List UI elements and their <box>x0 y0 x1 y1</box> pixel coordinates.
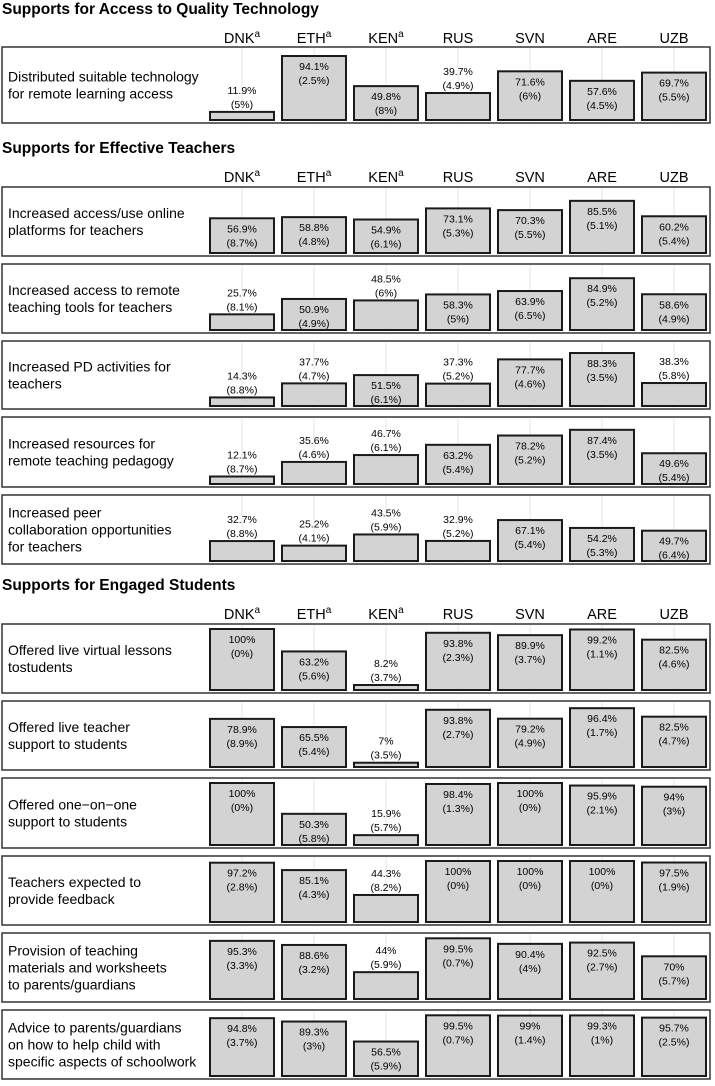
row-label: tostudents <box>8 659 73 675</box>
bar-rus <box>426 541 490 561</box>
country-superscript: a <box>398 168 404 179</box>
se-label: (2.7%) <box>586 961 618 974</box>
section-title: Supports for Access to Quality Technology <box>2 1 319 18</box>
section-title: Supports for Effective Teachers <box>2 140 236 157</box>
value-label: 99.2% <box>587 634 617 647</box>
country-label-ken: KEN$^a$ <box>368 168 404 186</box>
value-label: 56.9% <box>227 223 257 236</box>
bar-uzb <box>642 383 706 406</box>
value-label: 100% <box>444 866 472 878</box>
row-label: Offered live virtual lessons <box>8 642 172 658</box>
bar-eth <box>282 462 346 484</box>
country-label-uzb: UZB <box>659 31 689 47</box>
se-label: (3%) <box>302 1040 326 1053</box>
bar-ken <box>354 763 418 767</box>
value-label: 57.6% <box>587 85 617 98</box>
se-label: (4.1%) <box>298 532 330 545</box>
value-label: 89.3% <box>299 1026 329 1039</box>
se-label: (5.9%) <box>370 959 402 972</box>
value-label: 69.7% <box>659 77 689 90</box>
bar-ken <box>354 835 418 845</box>
se-label: (5%) <box>230 98 254 111</box>
row-label: Increased access to remote <box>8 282 180 298</box>
se-label: (4.7%) <box>298 370 330 383</box>
value-label: 90.4% <box>515 948 545 961</box>
row-label: Increased access/use online <box>8 205 185 221</box>
se-label: (8.7%) <box>226 237 258 250</box>
value-label: 49.8% <box>371 91 401 104</box>
section-3 <box>2 577 710 1079</box>
row-label: support to students <box>8 813 128 830</box>
value-label: 63.9% <box>515 296 545 309</box>
se-label: (5.8%) <box>298 832 330 845</box>
row-panel <box>2 417 710 487</box>
section-2 <box>2 140 710 564</box>
value-label: 44.3% <box>371 867 401 880</box>
se-label: (0%) <box>518 880 542 892</box>
se-label: (0.7%) <box>442 1034 474 1047</box>
row-panel <box>2 856 710 925</box>
bar-rus <box>426 384 490 406</box>
value-label: 94% <box>663 791 685 804</box>
country-label-are: ARE <box>587 31 617 47</box>
bar-dnk <box>210 541 274 561</box>
value-label: 89.9% <box>515 640 545 653</box>
bar-ken <box>354 300 418 330</box>
country-superscript: a <box>254 168 261 179</box>
se-label: (8.1%) <box>226 301 258 314</box>
value-label: 97.2% <box>227 867 257 880</box>
value-label: 38.3% <box>659 356 689 369</box>
row-panel <box>2 187 710 256</box>
se-label: (4.6%) <box>658 658 690 671</box>
bar-eth <box>282 383 346 406</box>
se-label: (2.5%) <box>658 1036 690 1049</box>
row-panel <box>2 341 710 409</box>
se-label: (3.7%) <box>370 671 402 684</box>
value-label: 95.7% <box>659 1022 689 1035</box>
se-label: (5.5%) <box>658 91 690 104</box>
se-label: (5.2%) <box>586 297 618 310</box>
value-label: 100% <box>228 634 256 646</box>
se-label: (0%) <box>590 880 614 892</box>
se-label: (5.2%) <box>442 370 474 383</box>
country-superscript: a <box>325 168 332 179</box>
value-label: 54.9% <box>371 224 401 237</box>
country-superscript: a <box>398 29 404 40</box>
value-label: 99.5% <box>443 943 473 956</box>
se-label: (2.5%) <box>298 75 330 88</box>
value-label: 46.7% <box>371 428 401 441</box>
se-label: (6%) <box>374 287 398 300</box>
se-label: (4.9%) <box>658 313 690 326</box>
se-label: (5%) <box>446 313 470 326</box>
country-label-dnk: DNK$^a$ <box>223 605 261 623</box>
se-label: (5.6%) <box>298 670 330 683</box>
value-label: 70.3% <box>515 215 545 228</box>
se-label: (0%) <box>230 648 254 660</box>
country-label-svn: SVN <box>515 31 545 47</box>
se-label: (4.9%) <box>298 317 330 330</box>
row-label: materials and worksheets <box>8 959 167 976</box>
bar-dnk <box>210 314 274 330</box>
se-label: (0.7%) <box>442 957 474 970</box>
value-label: 95.9% <box>587 790 617 803</box>
country-label-dnk: DNK$^a$ <box>223 29 261 47</box>
value-label: 7% <box>378 735 394 748</box>
country-label-eth: ETH$^a$ <box>296 29 332 47</box>
se-label: (4%) <box>518 962 542 975</box>
se-label: (6.5%) <box>514 310 546 323</box>
se-label: (1.1%) <box>586 648 618 661</box>
se-label: (4.8%) <box>298 236 330 249</box>
se-label: (5.9%) <box>370 521 402 534</box>
value-label: 12.1% <box>227 449 257 462</box>
se-label: (4.6%) <box>514 378 546 391</box>
se-label: (2.3%) <box>442 651 474 664</box>
value-label: 88.3% <box>587 358 617 371</box>
value-label: 63.2% <box>299 656 329 669</box>
value-label: 8.2% <box>374 657 398 670</box>
section-1 <box>2 1 710 123</box>
country-label-ken: KEN$^a$ <box>368 29 404 47</box>
bar-ken <box>354 455 418 484</box>
bar-ken <box>354 534 418 561</box>
country-label-uzb: UZB <box>659 170 689 186</box>
value-label: 39.7% <box>443 66 473 79</box>
row-label: Offered one−on−one <box>8 796 137 813</box>
value-label: 50.9% <box>299 303 329 316</box>
se-label: (3.2%) <box>298 963 330 976</box>
country-label-rus: RUS <box>442 170 474 186</box>
value-label: 78.2% <box>515 440 545 453</box>
value-label: 85.5% <box>587 205 617 218</box>
value-label: 11.9% <box>227 84 257 97</box>
value-label: 58.3% <box>443 299 473 312</box>
value-label: 99% <box>519 1020 541 1033</box>
se-label: (3.5%) <box>586 448 618 461</box>
row-panel <box>2 47 710 123</box>
row-panel <box>2 264 710 333</box>
se-label: (4.9%) <box>514 737 546 750</box>
value-label: 97.5% <box>659 867 689 880</box>
row-label: Provision of teaching <box>8 942 138 959</box>
value-label: 79.2% <box>515 723 545 736</box>
row-label: platforms for teachers <box>8 222 144 238</box>
se-label: (5.3%) <box>442 227 474 240</box>
se-label: (0%) <box>230 802 254 814</box>
se-label: (3.7%) <box>514 654 546 667</box>
se-label: (6%) <box>518 90 542 103</box>
value-label: 70% <box>663 961 685 974</box>
row-label: Teachers expected to <box>8 874 142 890</box>
value-label: 73.1% <box>443 213 473 226</box>
bar-dnk <box>210 476 274 484</box>
row-label: Increased resources for <box>8 435 156 452</box>
value-label: 37.7% <box>299 356 329 369</box>
se-label: (6.1%) <box>370 442 402 455</box>
row-label: specific aspects of schoolwork <box>8 1053 197 1070</box>
value-label: 56.5% <box>371 1046 401 1059</box>
bar-eth <box>282 546 346 561</box>
se-label: (5.8%) <box>658 370 690 383</box>
value-label: 15.9% <box>371 808 401 821</box>
se-label: (5.4%) <box>658 235 690 248</box>
value-label: 78.9% <box>227 723 257 736</box>
section-title: Supports for Engaged Students <box>2 577 236 594</box>
row-label: Advice to parents/guardians <box>8 1019 182 1036</box>
value-label: 44% <box>375 945 397 958</box>
se-label: (6.1%) <box>370 238 402 251</box>
se-label: (1.7%) <box>586 727 618 740</box>
se-label: (3.5%) <box>586 372 618 385</box>
se-label: (5.1%) <box>586 219 618 232</box>
country-label-rus: RUS <box>442 31 474 47</box>
se-label: (5.5%) <box>514 229 546 242</box>
value-label: 100% <box>516 788 544 800</box>
bar-ken <box>354 685 418 690</box>
value-label: 93.8% <box>443 714 473 727</box>
row-panel <box>2 933 710 1002</box>
se-label: (8.8%) <box>226 528 258 541</box>
se-label: (8.2%) <box>370 881 402 894</box>
value-label: 94.8% <box>227 1023 257 1036</box>
country-label-are: ARE <box>587 170 617 186</box>
row-panel <box>2 624 710 693</box>
row-panel <box>2 701 710 770</box>
se-label: (5.4%) <box>658 472 690 485</box>
row-panel <box>2 495 710 564</box>
value-label: 85.1% <box>299 875 329 888</box>
se-label: (5.3%) <box>586 546 618 559</box>
se-label: (3%) <box>662 805 686 818</box>
row-label: for remote learning access <box>8 85 173 102</box>
value-label: 100% <box>516 866 544 878</box>
se-label: (1.4%) <box>514 1034 546 1047</box>
country-superscript: a <box>398 605 404 616</box>
value-label: 82.5% <box>659 644 689 657</box>
value-label: 71.6% <box>515 76 545 89</box>
value-label: 32.9% <box>443 513 473 526</box>
se-label: (1%) <box>590 1034 614 1047</box>
se-label: (3.3%) <box>226 959 258 972</box>
se-label: (6.4%) <box>658 549 690 562</box>
row-label: for teachers <box>8 538 82 555</box>
value-label: 77.7% <box>515 364 545 377</box>
country-superscript: a <box>325 605 332 616</box>
se-label: (6.1%) <box>370 394 402 407</box>
row-label: to parents/guardians <box>8 976 136 993</box>
row-label: Distributed suitable technology <box>8 68 199 85</box>
value-label: 84.9% <box>587 283 617 296</box>
value-label: 25.2% <box>299 518 329 531</box>
se-label: (8.9%) <box>226 737 258 750</box>
country-superscript: a <box>254 29 261 40</box>
row-label: support to students <box>8 736 128 752</box>
country-superscript: a <box>254 605 261 616</box>
se-label: (5.4%) <box>442 463 474 476</box>
value-label: 43.5% <box>371 507 401 520</box>
row-label: Offered live teacher <box>8 719 130 735</box>
value-label: 50.3% <box>299 818 329 831</box>
value-label: 95.3% <box>227 945 257 958</box>
country-label-are: ARE <box>587 607 617 623</box>
country-label-svn: SVN <box>515 607 545 623</box>
se-label: (5.7%) <box>370 822 402 835</box>
row-panel <box>2 1010 710 1079</box>
value-label: 49.6% <box>659 458 689 471</box>
value-label: 49.7% <box>659 535 689 548</box>
country-label-uzb: UZB <box>659 607 689 623</box>
se-label: (5.9%) <box>370 1060 402 1073</box>
value-label: 94.1% <box>299 61 329 74</box>
se-label: (5.7%) <box>658 975 690 988</box>
se-label: (8.8%) <box>226 384 258 397</box>
bar-dnk <box>210 112 274 120</box>
value-label: 99.3% <box>587 1020 617 1033</box>
se-label: (5.2%) <box>514 454 546 467</box>
value-label: 48.5% <box>371 273 401 286</box>
row-label: on how to help child with <box>8 1036 161 1053</box>
se-label: (8.7%) <box>226 463 258 476</box>
se-label: (0%) <box>518 802 542 814</box>
se-label: (8%) <box>374 105 398 118</box>
value-label: 98.4% <box>443 788 473 801</box>
country-label-dnk: DNK$^a$ <box>223 168 261 186</box>
se-label: (5.2%) <box>442 527 474 540</box>
value-label: 65.5% <box>299 732 329 745</box>
country-label-eth: ETH$^a$ <box>296 168 332 186</box>
se-label: (1.9%) <box>658 881 690 894</box>
row-label: teachers <box>8 375 62 392</box>
country-label-svn: SVN <box>515 170 545 186</box>
se-label: (4.5%) <box>586 99 618 112</box>
se-label: (2.8%) <box>226 881 258 894</box>
value-label: 67.1% <box>515 525 545 538</box>
row-panel <box>2 778 710 848</box>
row-label: collaboration opportunities <box>8 521 172 538</box>
country-superscript: a <box>325 29 332 40</box>
value-label: 37.3% <box>443 356 473 369</box>
se-label: (0%) <box>446 880 470 892</box>
row-label: teaching tools for teachers <box>8 299 173 315</box>
se-label: (2.7%) <box>442 728 474 741</box>
se-label: (5.4%) <box>298 746 330 759</box>
value-label: 35.6% <box>299 434 329 447</box>
value-label: 60.2% <box>659 221 689 234</box>
bar-rus <box>426 93 490 120</box>
value-label: 92.5% <box>587 947 617 960</box>
bar-dnk <box>210 397 274 406</box>
value-label: 96.4% <box>587 713 617 726</box>
value-label: 51.5% <box>371 380 401 393</box>
se-label: (4.3%) <box>298 889 330 902</box>
row-label: Increased peer <box>8 504 102 521</box>
se-label: (3.5%) <box>370 749 402 762</box>
row-label: provide feedback <box>8 891 115 907</box>
row-label: Increased PD activities for <box>8 358 171 375</box>
row-label: remote teaching pedagogy <box>8 452 174 469</box>
value-label: 82.5% <box>659 721 689 734</box>
value-label: 99.5% <box>443 1020 473 1033</box>
se-label: (4.6%) <box>298 448 330 461</box>
value-label: 87.4% <box>587 434 617 447</box>
value-label: 100% <box>228 788 256 800</box>
country-label-eth: ETH$^a$ <box>296 605 332 623</box>
value-label: 14.3% <box>227 370 257 383</box>
se-label: (4.7%) <box>658 735 690 748</box>
se-label: (1.3%) <box>442 802 474 815</box>
value-label: 32.7% <box>227 514 257 527</box>
value-label: 58.6% <box>659 299 689 312</box>
se-label: (4.9%) <box>442 80 474 93</box>
value-label: 93.8% <box>443 637 473 650</box>
country-label-rus: RUS <box>442 607 474 623</box>
se-label: (5.4%) <box>514 539 546 552</box>
country-label-ken: KEN$^a$ <box>368 605 404 623</box>
value-label: 25.7% <box>227 287 257 300</box>
value-label: 54.2% <box>587 532 617 545</box>
value-label: 88.6% <box>299 949 329 962</box>
value-label: 58.8% <box>299 222 329 235</box>
value-label: 100% <box>588 866 616 878</box>
se-label: (2.1%) <box>586 804 618 817</box>
bar-ken <box>354 972 418 999</box>
bar-ken <box>354 895 418 922</box>
se-label: (3.7%) <box>226 1037 258 1050</box>
value-label: 63.2% <box>443 449 473 462</box>
